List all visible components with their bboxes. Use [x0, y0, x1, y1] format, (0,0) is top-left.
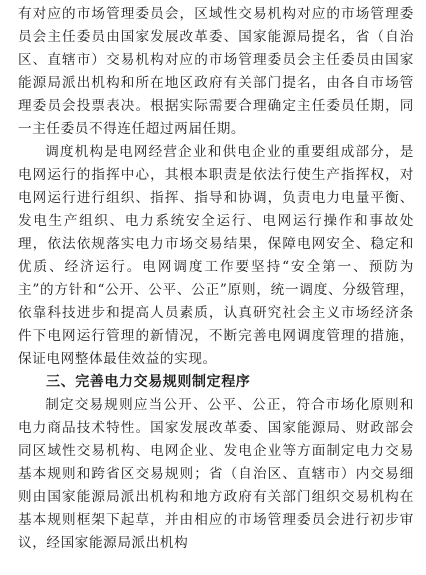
- section-heading: 三、完善电力交易规则制定程序: [46, 374, 251, 390]
- paragraph-dispatch-agency: 调度机构是电网经营企业和供电企业的重要组成部分，是电网运行的指挥中心，其根本职责是依法行使生产指挥权，对电网运行进行组织、指挥、指导和协调，负责电力电量平衡、发电生产组织、电力系统安全运行、电网运行操作和事故处理，依法依规落实电力市场交易结果，保障电网安全、稳定和优质、经济运行。电网调度工作要坚持“安全第一、预防为主”的方针和“公开、公平、公正”原则，统一调度、分级管理，依靠科技进步和提高人员素质，认真研究社会主义市场经济条件下电网运行管理的新情况，不断完善电网调度管理的措施，保证电网整体最佳效益的实现。: [18, 144, 414, 367]
- paragraph-management-committee: 有对应的市场管理委员会，区域性交易机构对应的市场管理委员会主任委员由国家发展改革委、国家能源局提名，省（自治区、直辖市）交易机构对应的市场管理委员会主任委员由国家能源局派出机构和所在地区政府有关部门提名，由各自市场管理委员会投票表决。根据实际需要合理确定主任委员任期，同一主任委员不得连任超过两届任期。: [18, 6, 414, 137]
- paragraph-trading-rules: 制定交易规则应当公开、公平、公正，符合市场化原则和电力商品技术特性。国家发展改革委、国家能源局、财政部会同区域性交易机构、电网企业、发电企业等方面制定电力交易基本规则和跨省区交易规则；省（自治区、直辖市）内交易细则由国家能源局派出机构和地方政府有关部门组织交易机构在基本规则框架下起草，并由相应的市场管理委员会进行初步审议，经国家能源局派出机构: [18, 397, 414, 551]
